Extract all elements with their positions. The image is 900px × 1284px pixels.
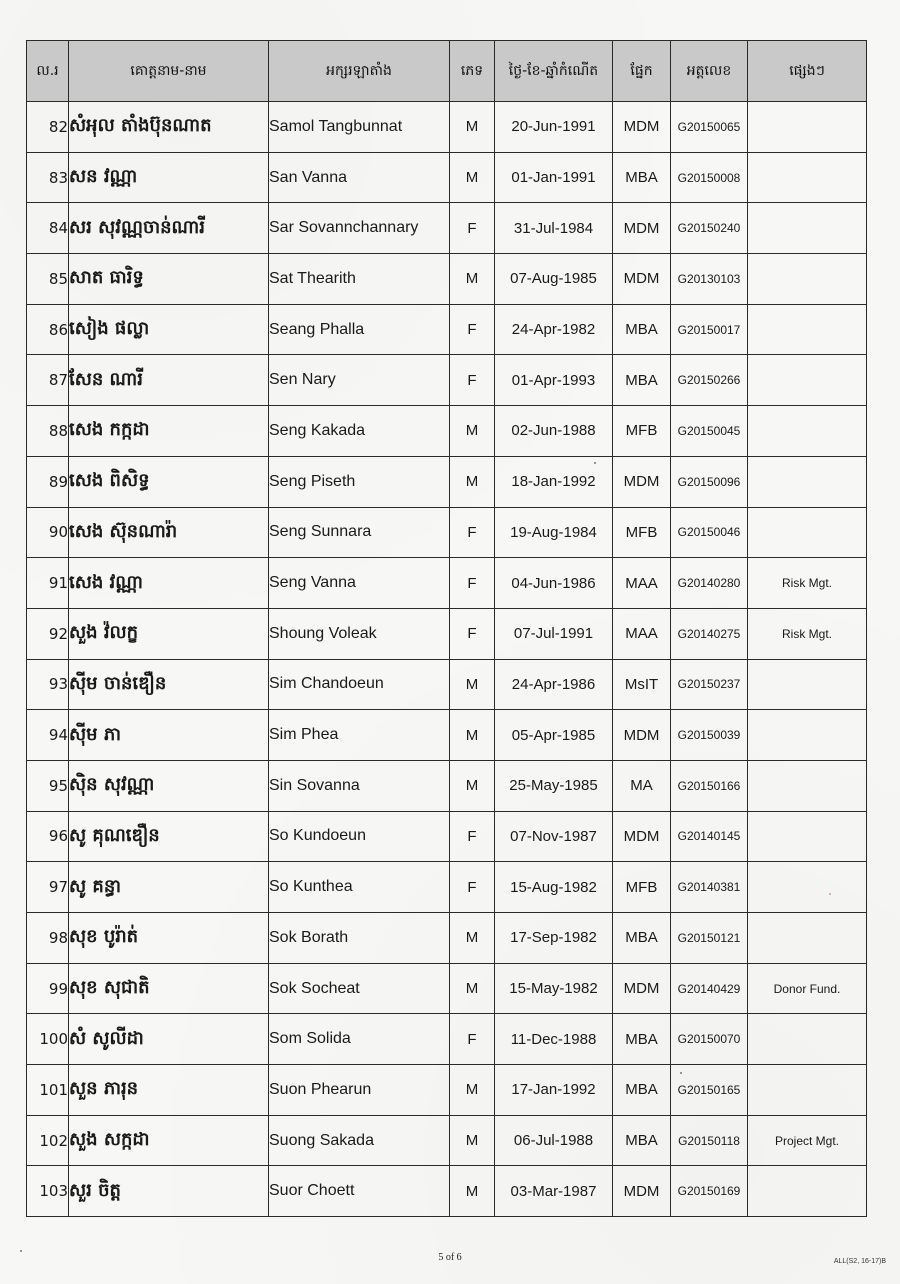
- note-cell: [748, 862, 867, 913]
- student-id-cell: G20150065: [671, 102, 748, 153]
- table-row: [27, 102, 867, 153]
- row-number-cell: 82: [27, 102, 69, 153]
- page-number: 5 of 6: [438, 1252, 462, 1263]
- note-cell: [748, 254, 867, 305]
- note-cell: [748, 456, 867, 507]
- table-row: [27, 963, 867, 1014]
- latin-name-cell: San Vanna: [269, 152, 450, 203]
- table-row: [27, 1166, 867, 1217]
- student-id-cell: G20150266: [671, 355, 748, 406]
- latin-name-cell: Seng Kakada: [269, 406, 450, 457]
- latin-name-cell: Seang Phalla: [269, 304, 450, 355]
- gender-cell: M: [450, 1166, 495, 1217]
- student-id-cell: G20140145: [671, 811, 748, 862]
- department-cell: MA: [613, 760, 671, 811]
- latin-name-cell: Shoung Voleak: [269, 608, 450, 659]
- table-row: [27, 862, 867, 913]
- row-number-cell: 91: [27, 558, 69, 609]
- khmer-name-cell: សរ សុវណ្ណចាន់ណារី: [69, 203, 269, 254]
- note-cell: [748, 913, 867, 964]
- row-number-cell: 94: [27, 710, 69, 761]
- khmer-name-cell: សូ គុណឌឿន: [69, 811, 269, 862]
- date-of-birth-cell: 25-May-1985: [495, 760, 613, 811]
- table-row: [27, 456, 867, 507]
- table-row: [27, 608, 867, 659]
- row-number-cell: 93: [27, 659, 69, 710]
- gender-cell: F: [450, 355, 495, 406]
- row-number-cell: 88: [27, 406, 69, 457]
- khmer-name-cell: សួង សក្កដា: [69, 1115, 269, 1166]
- khmer-name-cell: សួង វ៉លក្ខ: [69, 608, 269, 659]
- student-id-cell: G20150118: [671, 1115, 748, 1166]
- date-of-birth-cell: 19-Aug-1984: [495, 507, 613, 558]
- khmer-name-cell: ស៊ិន សុវណ្ណា: [69, 760, 269, 811]
- note-cell: [748, 507, 867, 558]
- department-cell: MDM: [613, 1166, 671, 1217]
- table-row: [27, 152, 867, 203]
- row-number-cell: 102: [27, 1115, 69, 1166]
- gender-cell: M: [450, 102, 495, 153]
- note-cell: Donor Fund.: [748, 963, 867, 1014]
- document-code: ALL(S2, 16-17)B: [833, 1258, 886, 1265]
- date-of-birth-cell: 06-Jul-1988: [495, 1115, 613, 1166]
- date-of-birth-cell: 07-Jul-1991: [495, 608, 613, 659]
- khmer-name-cell: សេង ពិសិទ្ធ: [69, 456, 269, 507]
- row-number-cell: 96: [27, 811, 69, 862]
- department-cell: MDM: [613, 102, 671, 153]
- date-of-birth-cell: 24-Apr-1986: [495, 659, 613, 710]
- note-cell: [748, 406, 867, 457]
- gender-cell: F: [450, 1014, 495, 1065]
- row-number-cell: 100: [27, 1014, 69, 1065]
- student-id-cell: G20150165: [671, 1065, 748, 1116]
- scan-speck: [829, 893, 831, 895]
- gender-cell: M: [450, 1065, 495, 1116]
- khmer-name-cell: ស៊ីម ភា: [69, 710, 269, 761]
- gender-cell: F: [450, 507, 495, 558]
- date-of-birth-cell: 07-Aug-1985: [495, 254, 613, 305]
- table-row: [27, 558, 867, 609]
- table-row: [27, 355, 867, 406]
- header-id: អត្តលេខ: [671, 41, 748, 102]
- row-number-cell: 89: [27, 456, 69, 507]
- note-cell: [748, 304, 867, 355]
- scan-speck: [680, 1072, 682, 1074]
- scan-speck: [20, 1250, 22, 1252]
- student-id-cell: G20150169: [671, 1166, 748, 1217]
- header-khmer-name: គោត្តនាម-នាម: [69, 41, 269, 102]
- note-cell: [748, 1166, 867, 1217]
- row-number-cell: 101: [27, 1065, 69, 1116]
- row-number-cell: 86: [27, 304, 69, 355]
- gender-cell: M: [450, 659, 495, 710]
- date-of-birth-cell: 15-Aug-1982: [495, 862, 613, 913]
- department-cell: MBA: [613, 304, 671, 355]
- table-row: [27, 507, 867, 558]
- note-cell: [748, 355, 867, 406]
- department-cell: MsIT: [613, 659, 671, 710]
- row-number-cell: 95: [27, 760, 69, 811]
- date-of-birth-cell: 03-Mar-1987: [495, 1166, 613, 1217]
- khmer-name-cell: សុខ សុជាតិ: [69, 963, 269, 1014]
- header-gender: ភេទ: [450, 41, 495, 102]
- latin-name-cell: Seng Piseth: [269, 456, 450, 507]
- latin-name-cell: Sen Nary: [269, 355, 450, 406]
- student-id-cell: G20150039: [671, 710, 748, 761]
- row-number-cell: 99: [27, 963, 69, 1014]
- student-id-cell: G20150046: [671, 507, 748, 558]
- latin-name-cell: Sin Sovanna: [269, 760, 450, 811]
- table-row: [27, 811, 867, 862]
- latin-name-cell: Sat Thearith: [269, 254, 450, 305]
- date-of-birth-cell: 07-Nov-1987: [495, 811, 613, 862]
- department-cell: MDM: [613, 963, 671, 1014]
- department-cell: MDM: [613, 203, 671, 254]
- date-of-birth-cell: 24-Apr-1982: [495, 304, 613, 355]
- student-id-cell: G20150096: [671, 456, 748, 507]
- note-cell: Project Mgt.: [748, 1115, 867, 1166]
- gender-cell: F: [450, 203, 495, 254]
- khmer-name-cell: សំ សូលីដា: [69, 1014, 269, 1065]
- latin-name-cell: Suong Sakada: [269, 1115, 450, 1166]
- khmer-name-cell: សេង ស៊ុនណារ៉ា: [69, 507, 269, 558]
- student-id-cell: G20150166: [671, 760, 748, 811]
- table-row: [27, 203, 867, 254]
- khmer-name-cell: សួន ភារុន: [69, 1065, 269, 1116]
- row-number-cell: 83: [27, 152, 69, 203]
- latin-name-cell: Suor Choett: [269, 1166, 450, 1217]
- table-row: [27, 1014, 867, 1065]
- note-cell: [748, 1065, 867, 1116]
- latin-name-cell: Som Solida: [269, 1014, 450, 1065]
- khmer-name-cell: ស៊ីម ចាន់ឌឿន: [69, 659, 269, 710]
- department-cell: MAA: [613, 608, 671, 659]
- student-id-cell: G20140429: [671, 963, 748, 1014]
- gender-cell: M: [450, 710, 495, 761]
- student-id-cell: G20140280: [671, 558, 748, 609]
- department-cell: MFB: [613, 406, 671, 457]
- latin-name-cell: Sar Sovannchannary: [269, 203, 450, 254]
- table-row: [27, 406, 867, 457]
- department-cell: MBA: [613, 152, 671, 203]
- department-cell: MBA: [613, 355, 671, 406]
- table-row: [27, 760, 867, 811]
- date-of-birth-cell: 01-Jan-1991: [495, 152, 613, 203]
- gender-cell: F: [450, 862, 495, 913]
- row-number-cell: 90: [27, 507, 69, 558]
- student-id-cell: G20150070: [671, 1014, 748, 1065]
- table-body: [27, 102, 867, 1217]
- department-cell: MDM: [613, 811, 671, 862]
- latin-name-cell: Sim Phea: [269, 710, 450, 761]
- note-cell: [748, 1014, 867, 1065]
- khmer-name-cell: សែន ណារី: [69, 355, 269, 406]
- note-cell: [748, 152, 867, 203]
- scan-speck: [594, 462, 596, 464]
- gender-cell: M: [450, 913, 495, 964]
- date-of-birth-cell: 11-Dec-1988: [495, 1014, 613, 1065]
- latin-name-cell: Seng Vanna: [269, 558, 450, 609]
- gender-cell: F: [450, 608, 495, 659]
- date-of-birth-cell: 15-May-1982: [495, 963, 613, 1014]
- student-id-cell: G20150017: [671, 304, 748, 355]
- khmer-name-cell: សូ គន្ធា: [69, 862, 269, 913]
- latin-name-cell: Seng Sunnara: [269, 507, 450, 558]
- date-of-birth-cell: 17-Jan-1992: [495, 1065, 613, 1116]
- department-cell: MAA: [613, 558, 671, 609]
- student-roster-table: [26, 40, 867, 1217]
- student-id-cell: G20150237: [671, 659, 748, 710]
- date-of-birth-cell: 02-Jun-1988: [495, 406, 613, 457]
- note-cell: [748, 659, 867, 710]
- header-no: ល.រ: [27, 41, 69, 102]
- student-id-cell: G20140275: [671, 608, 748, 659]
- latin-name-cell: Suon Phearun: [269, 1065, 450, 1116]
- student-id-cell: G20150121: [671, 913, 748, 964]
- latin-name-cell: So Kunthea: [269, 862, 450, 913]
- gender-cell: M: [450, 963, 495, 1014]
- latin-name-cell: Sim Chandoeun: [269, 659, 450, 710]
- table-header: [27, 41, 867, 102]
- date-of-birth-cell: 01-Apr-1993: [495, 355, 613, 406]
- department-cell: MBA: [613, 1115, 671, 1166]
- khmer-name-cell: សួរ ចិត្ត: [69, 1166, 269, 1217]
- gender-cell: M: [450, 1115, 495, 1166]
- department-cell: MBA: [613, 913, 671, 964]
- date-of-birth-cell: 05-Apr-1985: [495, 710, 613, 761]
- table-row: [27, 659, 867, 710]
- table-row: [27, 1115, 867, 1166]
- row-number-cell: 97: [27, 862, 69, 913]
- row-number-cell: 87: [27, 355, 69, 406]
- department-cell: MFB: [613, 507, 671, 558]
- student-id-cell: G20150045: [671, 406, 748, 457]
- department-cell: MDM: [613, 456, 671, 507]
- table-row: [27, 304, 867, 355]
- header-dept: ផ្នែក: [613, 41, 671, 102]
- khmer-name-cell: សាត ធារិទ្ធ: [69, 254, 269, 305]
- date-of-birth-cell: 18-Jan-1992: [495, 456, 613, 507]
- khmer-name-cell: សៀង ផល្លា: [69, 304, 269, 355]
- table-row: [27, 1065, 867, 1116]
- row-number-cell: 98: [27, 913, 69, 964]
- khmer-name-cell: សុខ បូរ៉ាត់: [69, 913, 269, 964]
- header-latin-name: អក្សរឡាតាំង: [269, 41, 450, 102]
- header-dob: ថ្ងៃ-ខែ-ឆ្នាំកំណើត: [495, 41, 613, 102]
- department-cell: MBA: [613, 1065, 671, 1116]
- student-id-cell: G20150240: [671, 203, 748, 254]
- row-number-cell: 85: [27, 254, 69, 305]
- latin-name-cell: Sok Socheat: [269, 963, 450, 1014]
- latin-name-cell: So Kundoeun: [269, 811, 450, 862]
- date-of-birth-cell: 20-Jun-1991: [495, 102, 613, 153]
- gender-cell: M: [450, 760, 495, 811]
- gender-cell: F: [450, 558, 495, 609]
- gender-cell: M: [450, 254, 495, 305]
- note-cell: [748, 710, 867, 761]
- header-row: [27, 41, 867, 102]
- khmer-name-cell: សន វណ្ណា: [69, 152, 269, 203]
- khmer-name-cell: សំអុល តាំងប៊ុនណាត: [69, 102, 269, 153]
- gender-cell: M: [450, 406, 495, 457]
- gender-cell: F: [450, 811, 495, 862]
- row-number-cell: 92: [27, 608, 69, 659]
- date-of-birth-cell: 17-Sep-1982: [495, 913, 613, 964]
- date-of-birth-cell: 31-Jul-1984: [495, 203, 613, 254]
- note-cell: [748, 811, 867, 862]
- student-id-cell: G20140381: [671, 862, 748, 913]
- row-number-cell: 103: [27, 1166, 69, 1217]
- date-of-birth-cell: 04-Jun-1986: [495, 558, 613, 609]
- gender-cell: F: [450, 304, 495, 355]
- note-cell: Risk Mgt.: [748, 558, 867, 609]
- department-cell: MDM: [613, 254, 671, 305]
- department-cell: MFB: [613, 862, 671, 913]
- note-cell: [748, 102, 867, 153]
- table-row: [27, 913, 867, 964]
- student-id-cell: G20150008: [671, 152, 748, 203]
- department-cell: MDM: [613, 710, 671, 761]
- gender-cell: M: [450, 456, 495, 507]
- table-row: [27, 710, 867, 761]
- row-number-cell: 84: [27, 203, 69, 254]
- note-cell: [748, 760, 867, 811]
- header-note: ផ្សេងៗ: [748, 41, 867, 102]
- khmer-name-cell: សេង វណ្ណា: [69, 558, 269, 609]
- khmer-name-cell: សេង កក្កដា: [69, 406, 269, 457]
- student-id-cell: G20130103: [671, 254, 748, 305]
- gender-cell: M: [450, 152, 495, 203]
- note-cell: [748, 203, 867, 254]
- table-row: [27, 254, 867, 305]
- latin-name-cell: Sok Borath: [269, 913, 450, 964]
- note-cell: Risk Mgt.: [748, 608, 867, 659]
- latin-name-cell: Samol Tangbunnat: [269, 102, 450, 153]
- department-cell: MBA: [613, 1014, 671, 1065]
